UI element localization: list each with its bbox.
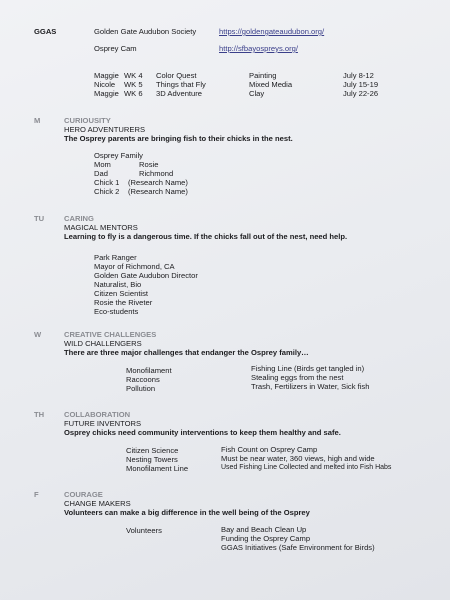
schedule-medium: Clay bbox=[249, 89, 265, 98]
schedule-theme: Color Quest bbox=[156, 71, 197, 80]
family-member: Richmond bbox=[139, 169, 174, 178]
org-code: GGAS bbox=[34, 27, 57, 36]
schedule-week: WK 5 bbox=[124, 80, 143, 89]
schedule-medium: Mixed Media bbox=[249, 80, 293, 89]
org-url-link[interactable]: https://goldengateaudubon.org/ bbox=[219, 27, 325, 36]
section-subtitle: HERO ADVENTURERS bbox=[64, 125, 146, 134]
family-member: Rosie bbox=[139, 160, 159, 169]
section-lead: Osprey chicks need community interventions to keep them healthy and safe. bbox=[64, 428, 341, 437]
list-item: Eco-students bbox=[94, 307, 139, 316]
section-day: M bbox=[34, 116, 41, 125]
row-desc: Stealing eggs from the nest bbox=[251, 373, 344, 382]
row-label: Raccoons bbox=[126, 375, 160, 384]
schedule-name: Maggie bbox=[94, 71, 119, 80]
schedule-week: WK 6 bbox=[124, 89, 143, 98]
family-member: (Research Name) bbox=[128, 178, 188, 187]
row-desc: Trash, Fertilizers in Water, Sick fish bbox=[251, 382, 370, 391]
org-name: Golden Gate Audubon Society bbox=[94, 27, 197, 36]
section-title: CARING bbox=[64, 214, 94, 223]
section-subtitle: FUTURE INVENTORS bbox=[64, 419, 142, 428]
section-title: CURIOUSITY bbox=[64, 116, 111, 125]
row-label: Nesting Towers bbox=[126, 455, 178, 464]
row-desc: Fish Count on Osprey Camp bbox=[221, 445, 318, 454]
schedule-week: WK 4 bbox=[124, 71, 143, 80]
section-day: TU bbox=[34, 214, 45, 223]
section-lead: Volunteers can make a big difference in the well being of the Osprey bbox=[64, 508, 310, 517]
section-subtitle: WILD CHALLENGERS bbox=[64, 339, 142, 348]
schedule-name: Nicole bbox=[94, 80, 116, 89]
row-label: Monofilament bbox=[126, 366, 172, 375]
family-role: Chick 1 bbox=[94, 178, 120, 187]
section-subtitle: MAGICAL MENTORS bbox=[64, 223, 138, 232]
schedule-name: Maggie bbox=[94, 89, 119, 98]
section-title: CREATIVE CHALLENGES bbox=[64, 330, 157, 339]
list-item: Citizen Scientist bbox=[94, 289, 149, 298]
row-label: Citizen Science bbox=[126, 446, 179, 455]
section-subtitle: CHANGE MAKERS bbox=[64, 499, 131, 508]
family-role: Mom bbox=[94, 160, 111, 169]
schedule-dates: July 22-26 bbox=[343, 89, 379, 98]
section-day: TH bbox=[34, 410, 45, 419]
row-label: Monofilament Line bbox=[126, 464, 189, 473]
section-lead: There are three major challenges that endanger the Osprey family… bbox=[64, 348, 309, 357]
schedule-dates: July 15-19 bbox=[343, 80, 379, 89]
list-item: GGAS Initiatives (Safe Environment for Birds) bbox=[221, 543, 375, 552]
schedule-theme: 3D Adventure bbox=[156, 89, 203, 98]
section-lead: Learning to fly is a dangerous time. If the chicks fall out of the nest, need help. bbox=[64, 232, 348, 241]
list-item: Golden Gate Audubon Director bbox=[94, 271, 198, 280]
section-day: F bbox=[34, 490, 39, 499]
section-day: W bbox=[34, 330, 42, 339]
family-role: Chick 2 bbox=[94, 187, 120, 196]
schedule-theme: Things that Fly bbox=[156, 80, 206, 89]
section-title: COURAGE bbox=[64, 490, 103, 499]
cam-name: Osprey Cam bbox=[94, 44, 137, 53]
family-title: Osprey Family bbox=[94, 151, 143, 160]
section-title: COLLABORATION bbox=[64, 410, 131, 419]
row-desc: Must be near water, 360 views, high and wide bbox=[221, 454, 375, 463]
schedule-dates: July 8-12 bbox=[343, 71, 374, 80]
row-desc: Used Fishing Line Collected and melted into Fish Habs bbox=[221, 464, 392, 471]
list-item: Funding the Osprey Camp bbox=[221, 534, 311, 543]
list-item: Rosie the Riveter bbox=[94, 298, 153, 307]
section-lead: The Osprey parents are bringing fish to their chicks in the nest. bbox=[64, 134, 293, 143]
schedule-medium: Painting bbox=[249, 71, 277, 80]
list-item: Mayor of Richmond, CA bbox=[94, 262, 175, 271]
list-item: Park Ranger bbox=[94, 253, 137, 262]
row-label: Volunteers bbox=[126, 526, 162, 535]
row-desc: Fishing Line (Birds get tangled in) bbox=[251, 364, 365, 373]
row-label: Pollution bbox=[126, 384, 156, 393]
list-item: Naturalist, Bio bbox=[94, 280, 142, 289]
family-role: Dad bbox=[94, 169, 108, 178]
cam-url-link[interactable]: http://sfbayospreys.org/ bbox=[219, 44, 298, 53]
family-member: (Research Name) bbox=[128, 187, 188, 196]
list-item: Bay and Beach Clean Up bbox=[221, 525, 307, 534]
